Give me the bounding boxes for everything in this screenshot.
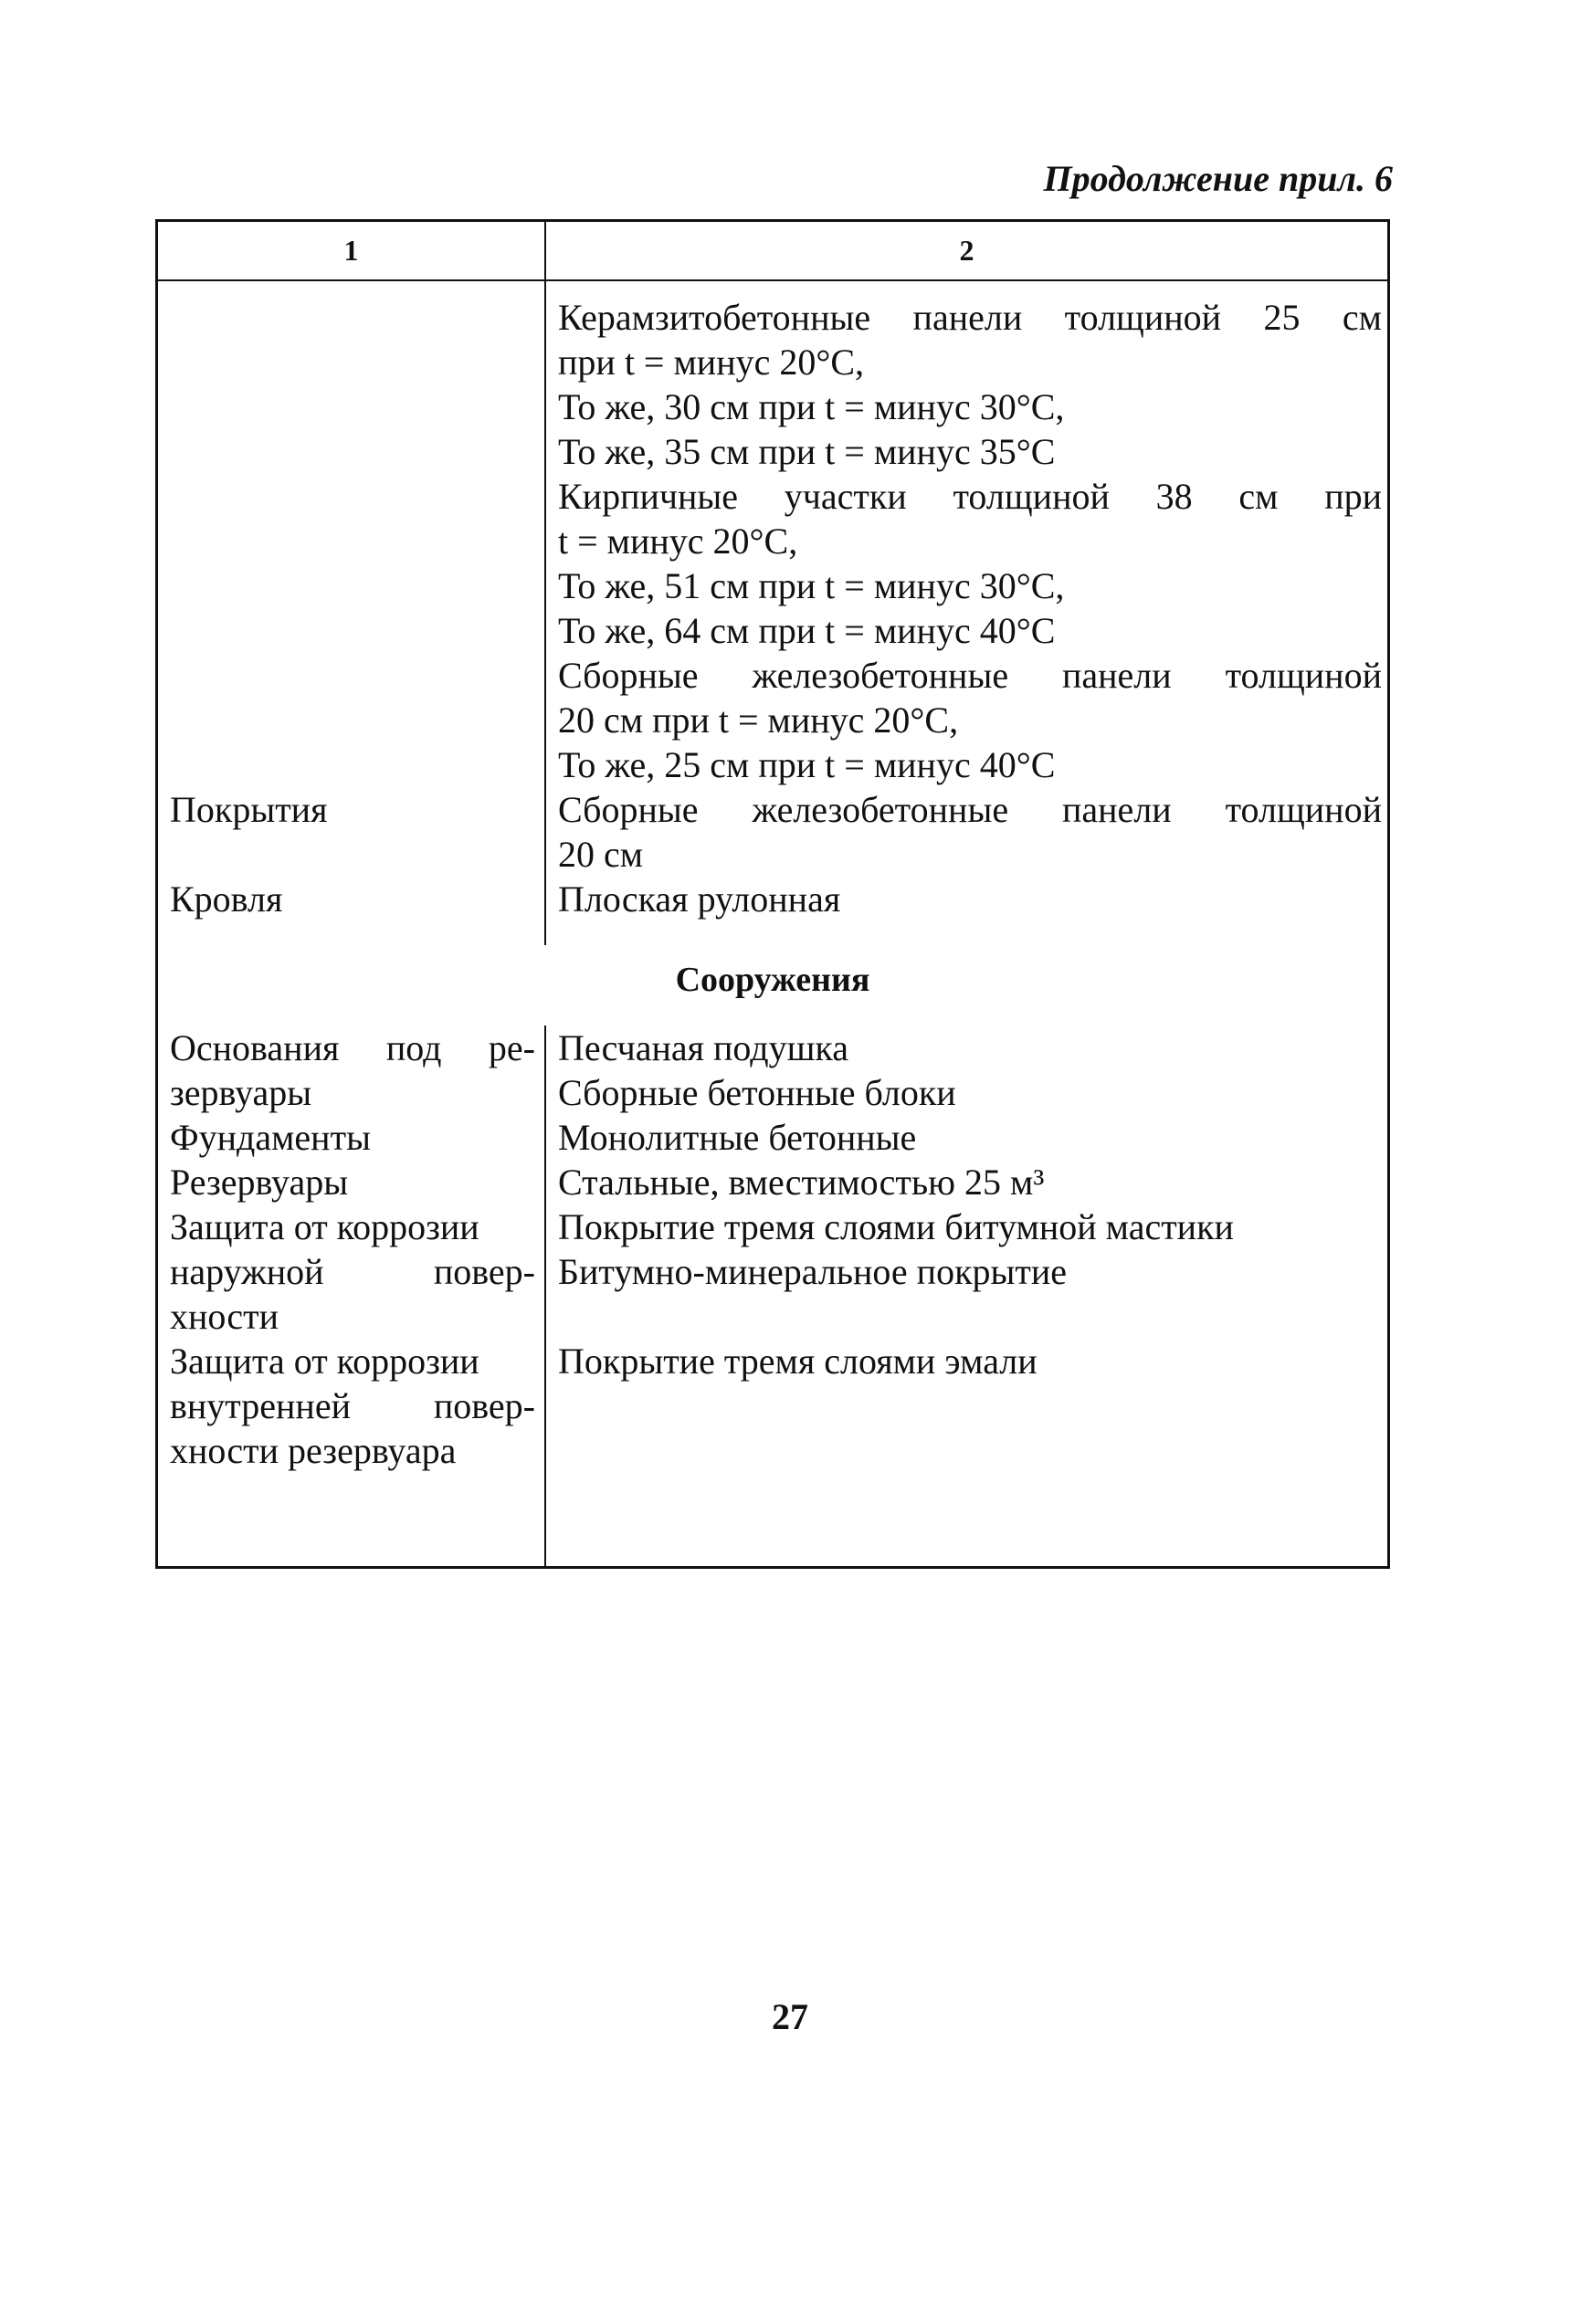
- text-line: То же, 64 см при t = минус 40°С: [558, 610, 1056, 651]
- text-line: Резервуары: [170, 1162, 349, 1203]
- text-line: Монолитные бетонные: [558, 1117, 917, 1158]
- text-line: 20 см при t = минус 20°С,: [558, 699, 959, 741]
- table-header-col-1: 1: [343, 234, 359, 267]
- column-divider-upper: [544, 222, 546, 945]
- text-line: при t = минус 20°С,: [558, 342, 865, 383]
- text-line: То же, 30 см при t = минус 30°С,: [558, 386, 1065, 427]
- text-line: Фундаменты: [170, 1117, 371, 1158]
- text-line: То же, 35 см при t = минус 35°С: [558, 431, 1056, 472]
- materials-table: [155, 219, 1390, 1569]
- lower-col2-text: [558, 1025, 1382, 1383]
- text-line: хности: [170, 1296, 279, 1337]
- row-label-roof: Кровля: [170, 878, 283, 920]
- text-line: Стальные, вместимостью 25 м³: [558, 1162, 1045, 1203]
- lower-col1-text: [170, 1025, 535, 1473]
- upper-col2-text: [558, 295, 1382, 921]
- page-number: 27: [772, 1996, 808, 2037]
- text-line: То же, 51 см при t = минус 30°С,: [558, 565, 1065, 606]
- appendix-caption: Продолжение прил. 6: [1043, 158, 1393, 199]
- text-line: внутренней повер-: [170, 1385, 535, 1426]
- text-line: Защита от коррозии: [170, 1341, 479, 1382]
- text-line: Покрытие тремя слоями эмали: [558, 1341, 1038, 1382]
- row-label-coverings: Покрытия: [170, 789, 328, 830]
- text-line: наружной повер-: [170, 1251, 535, 1292]
- text-line: Сборные железобетонные панели толщиной: [558, 789, 1382, 830]
- text-line: Керамзитобетонные панели толщиной 25 см: [558, 297, 1382, 338]
- text-line: Сборные железобетонные панели толщиной: [558, 655, 1382, 696]
- table-header-col-2: 2: [959, 234, 974, 267]
- text-line: хности резервуара: [170, 1430, 457, 1471]
- text-line: зервуары: [170, 1072, 312, 1113]
- text-line: Сборные бетонные блоки: [558, 1072, 956, 1113]
- header-divider: [158, 279, 1387, 281]
- text-line: 20 см: [558, 834, 644, 875]
- text-line: Битумно-минеральное покрытие: [558, 1251, 1068, 1292]
- text-line: Плоская рулонная: [558, 878, 841, 920]
- text-line: [558, 1294, 1382, 1339]
- section-title: Сооружения: [675, 961, 870, 999]
- column-divider-lower: [544, 1025, 546, 1566]
- text-line: t = минус 20°С,: [558, 521, 798, 562]
- text-line: Песчаная подушка: [558, 1027, 849, 1068]
- text-line: Защита от коррозии: [170, 1206, 479, 1247]
- text-line: Кирпичные участки толщиной 38 см при: [558, 476, 1382, 517]
- text-line: Покрытие тремя слоями битумной мастики: [558, 1206, 1234, 1247]
- text-line: Основания под ре-: [170, 1027, 535, 1068]
- text-line: То же, 25 см при t = минус 40°С: [558, 744, 1056, 785]
